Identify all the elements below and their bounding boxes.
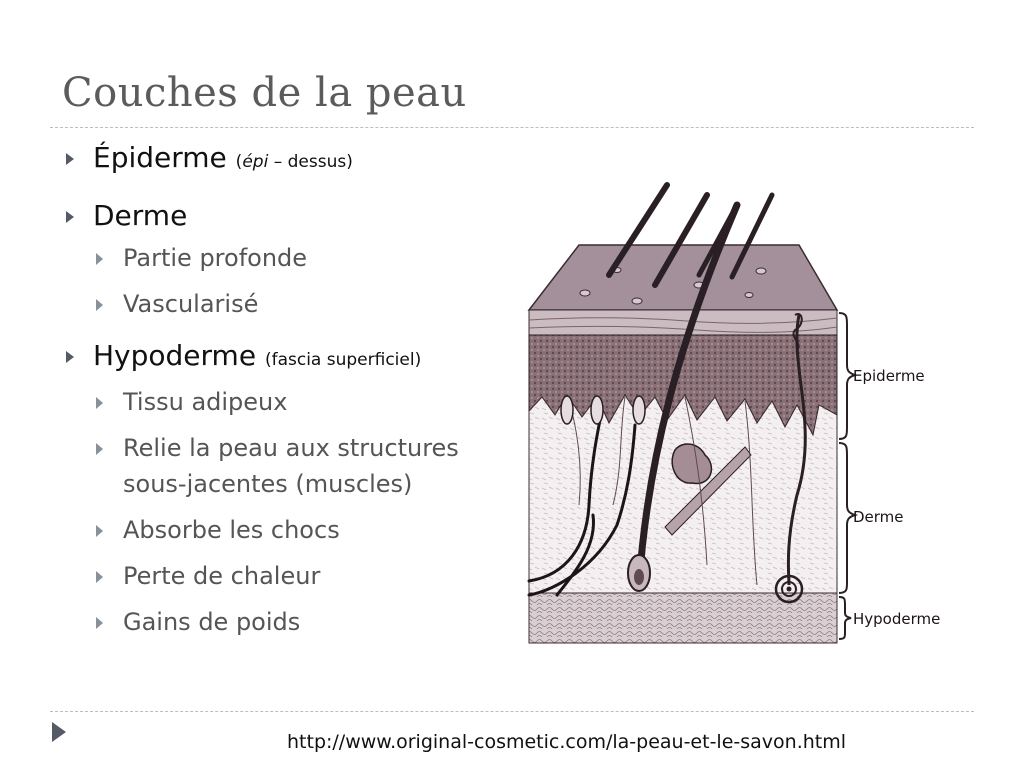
bullet-derme xyxy=(62,198,522,234)
sub-bullet: Partie profonde xyxy=(62,240,522,276)
sub-bullet: Absorbe les chocs xyxy=(62,512,522,548)
label-derme: Derme xyxy=(853,508,904,526)
bullet-arrow-icon xyxy=(66,211,74,223)
source-url[interactable]: http://www.original-cosmetic.com/la-peau-et-le-savon.html xyxy=(287,731,847,753)
next-slide-arrow-icon[interactable] xyxy=(52,722,66,742)
bullet-arrow-icon xyxy=(66,351,74,363)
sub-bullet: Relie la peau aux structures sous-jacentes (muscles) xyxy=(62,430,522,502)
skin-layers-diagram xyxy=(527,165,967,645)
bullet-hypoderme xyxy=(62,338,522,378)
bullet-note: (fascia superficiel) xyxy=(264,350,422,370)
bullet-list xyxy=(62,140,522,650)
slide-title: Couches de la peau xyxy=(62,70,467,116)
bullet-epiderme xyxy=(62,140,522,180)
sub-bullet-arrow-icon xyxy=(96,299,103,311)
sub-bullet-arrow-icon xyxy=(96,525,103,537)
sub-bullet: Vascularisé xyxy=(62,286,522,322)
sub-bullet: Gains de poids xyxy=(62,604,522,640)
bullet-arrow-icon xyxy=(66,153,74,165)
bullet-text: Hypoderme xyxy=(93,339,257,372)
title-divider xyxy=(50,127,974,128)
hypodermis-layer xyxy=(529,593,837,643)
bullet-note: (épi – dessus) xyxy=(235,152,353,172)
bullet-text: Derme xyxy=(93,199,188,232)
sub-bullet-arrow-icon xyxy=(96,397,103,409)
footer-divider xyxy=(50,711,974,712)
label-epiderme: Epiderme xyxy=(853,367,925,385)
bullet-text: Épiderme xyxy=(93,141,227,174)
skin-surface xyxy=(529,245,837,310)
sub-bullet: Tissu adipeux xyxy=(62,384,522,420)
sub-bullet-arrow-icon xyxy=(96,617,103,629)
label-hypoderme: Hypoderme xyxy=(853,610,941,628)
sub-bullet: Perte de chaleur xyxy=(62,558,522,594)
sub-bullet-arrow-icon xyxy=(96,253,103,265)
sub-bullet-arrow-icon xyxy=(96,571,103,583)
sub-bullet-arrow-icon xyxy=(96,443,103,455)
